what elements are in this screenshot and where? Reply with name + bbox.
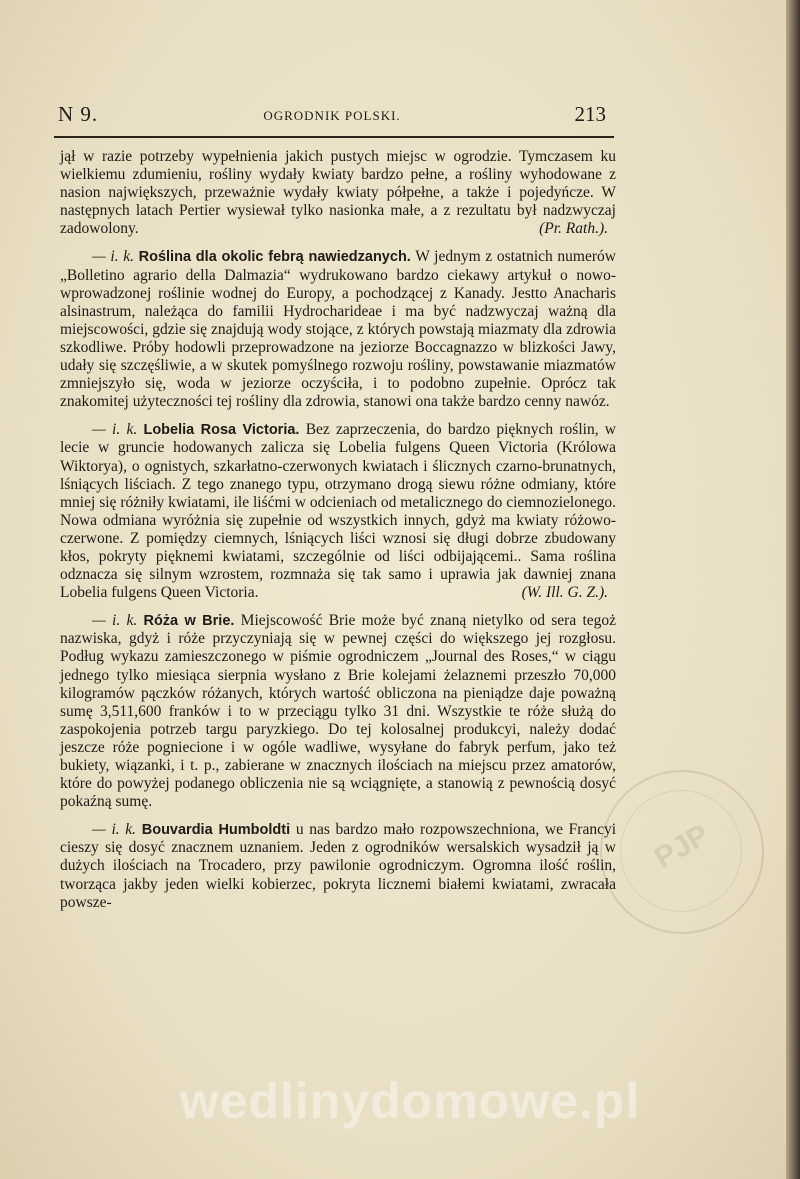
article-source: (W. Ill. G. Z.). xyxy=(521,584,608,602)
paragraph-gap xyxy=(60,238,616,248)
article-rose-brie xyxy=(60,612,616,811)
article-plant-fever xyxy=(60,248,616,411)
article-heading: Lobelia Rosa Victoria. xyxy=(143,422,300,439)
page-number: 213 xyxy=(574,102,606,126)
stamp-text: PJP xyxy=(648,818,715,876)
paragraph-gap xyxy=(60,602,616,612)
article-text: W jednym z ostatnich numerów „Bolletino agrario della Dalmazia“ wydrukowano bardzo ciekawy artykuł o nowo-wprowadzonej roślinie wodnej do Europy, a pochodzącej z Kanady. Jestto Anacharis alsinastrum, należąca do familii Hydrocharideae i ma być nadzwyczaj ważną dla miejscowości, gdzie się znajdują wody stojące, z których powstają miazmaty dla zdrowia szkodliwe. Próby hodowli przeprowadzone na jeziorze Boccagnazzo w blizkości Jawy, udały się szczęśliwie, a w skutek pomyślnego rozwoju rośliny, powstawanie miazmatów zmniejszyło się, woda w jeziorze oczyściła, i to podobno zupełnie. Oprócz tak znakomitej użyteczności tej rośliny dla zdrowia, stanowi ona także bardzo cenny nawóz. xyxy=(60,248,616,411)
intro-source: (Pr. Rath.). xyxy=(539,220,608,238)
article-dash: — i. k. xyxy=(92,612,138,630)
article-heading: Róża w Brie. xyxy=(143,613,235,630)
paragraph-gap xyxy=(60,811,616,821)
article-text: Miejscowość Brie może być znaną nietylko od sera tegoż nazwiska, gdyż i róże przyczyniają się w pewnej części do większego jej rozgłosu. Podług wykazu zamieszczonego w piśmie ogrodniczem „Journal des Roses,“ w ciągu jednego tylko miesiąca sierpnia wysłano z Brie kolejami żelaznemi przeszło 70,000 kilogramów pączków różanych, których wartość obliczona na pieniądze daje poważną sumę 3,511,600 franków i to w przeciągu tylko 31 dni. Wszystkie te róże służą do zaspokojenia potrzeb targu paryzkiego. Do tej kolosalnej produkcyi, należy dodać jeszcze róże pogniecione i w ogóle wadliwe, wysyłane do fabryk perfum, jako też bukiety, wiązanki, i t. p., zabierane w znacznych ilościach na miejscu przez amatorów, które do powyżej podanego obliczenia nie są wciągnięte, a stanowią z pewnością dosyć pokaźną sumę. xyxy=(60,612,617,811)
paragraph-gap xyxy=(60,411,616,421)
article-bouvardia xyxy=(60,821,616,911)
article-text: u nas bardzo mało rozpowszechniona, we Francyi cieszy się dosyć znacznem uznaniem. Jeden z ogrodników wersalskich wysadził ją w dużych ilościach na Trocadero, przy pawilonie ogrodniczym. Ogromna ilość roślin, tworząca jakby jeden wielki kobierzec, pokryta licznemi białemi kwiatami, zwracała powsze- xyxy=(60,821,617,911)
running-header xyxy=(58,102,606,132)
article-dash: — i. k. xyxy=(92,248,134,266)
article-dash: — i. k. xyxy=(92,421,138,439)
book-spine-shadow xyxy=(786,0,800,1179)
header-rule xyxy=(54,136,614,138)
site-watermark: wedlinydomowe.pl xyxy=(179,1073,641,1129)
library-stamp xyxy=(600,770,764,934)
intro-text: jął w razie potrzeby wypełnienia jakich pustych miejsc w ogrodzie. Tymczasem ku wielkiemu zdumieniu, rośliny wydały kwiaty bardzo pełne, a rośliny wyhodowane z nasion największych, przeważnie wydały kwiaty półpełne, a także i pojedyńcze. W następnych latach Pertier wysiewał tylko nasionka małe, a z rezultatu był nadzwyczaj zadowolony. xyxy=(60,148,616,238)
article-heading: Roślina dla okolic febrą nawiedzanych. xyxy=(138,249,411,266)
issue-number: N 9. xyxy=(58,102,99,126)
article-body xyxy=(60,148,616,912)
article-lobelia xyxy=(60,421,616,602)
intro-paragraph xyxy=(60,148,616,238)
article-text: Bez zaprzeczenia, do bardzo pięknych roślin, w lecie w gruncie hodowanych zalicza się Lobelia fulgens Queen Victoria (Królowa Wiktorya), o ognistych, szkarłatno-czerwonych kwiatach i ślicznych czarno-brunatnych, lśniących liściach. Z tego znanego typu, otrzymano drogą siewu różne odmiany, które mniej się różniły kwiatami, ile liśćmi w odcieniach od metalicznego do ciemnozielonego. Nowa odmiana wyróżnia się zupełnie od wszystkich innych, gdyż ma kwiaty różowo-czerwone. Z pomiędzy ciemnych, lśniących liści wznosi się długi dobrze zbudowany kłos, pokryty pięknemi kwiatami, szczególnie od liści odbijającemi.. Sama roślina odznacza się silnym wzrostem, rozmnaża się tak samo i uprawia jak dawniej znana Lobelia fulgens Queen Victoria. xyxy=(60,421,617,602)
journal-title: OGRODNIK POLSKI. xyxy=(263,108,401,123)
article-dash: — i. k. xyxy=(92,821,137,839)
article-heading: Bouvardia Humboldti xyxy=(141,822,291,839)
